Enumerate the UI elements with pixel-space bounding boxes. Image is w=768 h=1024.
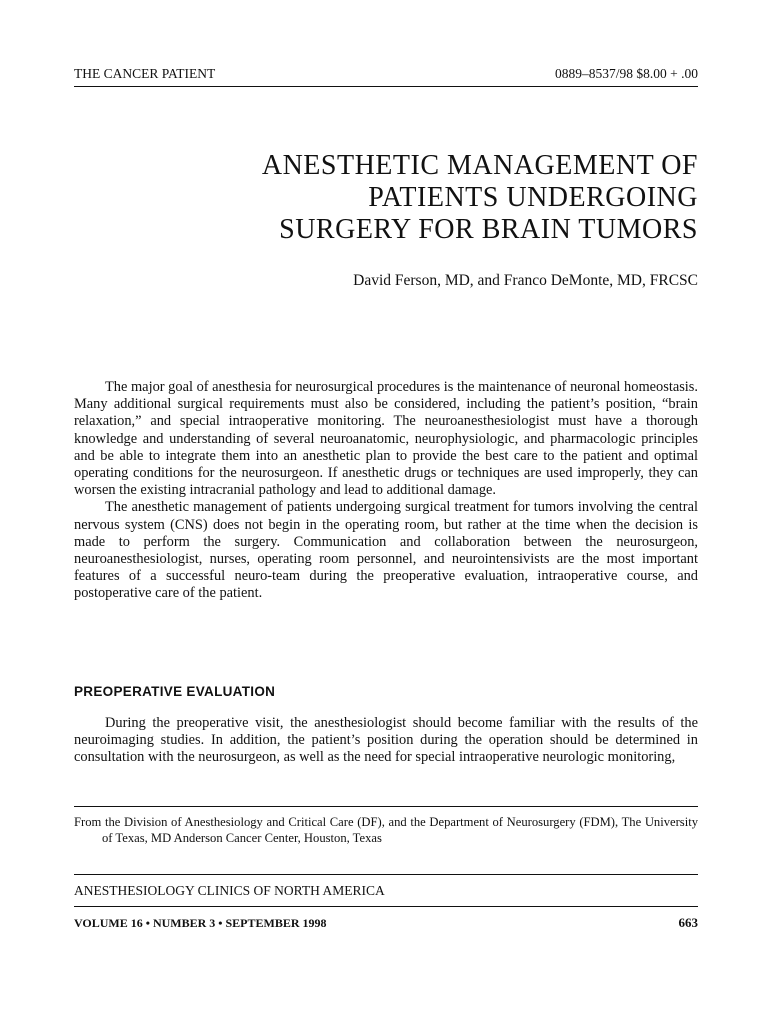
journal-page (74, 0, 698, 1024)
running-head (74, 62, 698, 82)
intro-paragraph-1: The major goal of anesthesia for neurosurgical procedures is the maintenance of neuronal homeostasis. Many additional surgical requirements must also be considered, including the patient’s position, “brain relaxation,” and special intraoperative monitoring. The neuroanesthesiologist must have a thorough knowledge and understanding of several neuroanatomic, neurophysiologic, and pharmacologic principles and be able to integrate them into an anesthetic plan to provide the best care to the patient and optimal operating conditions for the neurosurgeon. If anesthetic drugs or techniques are used improperly, they can worsen the existing intracranial pathology and lead to additional damage. (74, 379, 698, 499)
issue-line (74, 915, 698, 931)
journal-rule-top (74, 874, 698, 875)
section-heading: PREOPERATIVE EVALUATION (74, 684, 276, 699)
preop-paragraph: During the preoperative visit, the anesthesiologist should become familiar with the results of the neuroimaging studies. In addition, the patient’s position during the operation should be determined in consultation with the neurosurgeon, as well as the need for special intraoperative neurologic monitoring, (74, 715, 698, 766)
page-number: 663 (678, 915, 698, 930)
running-head-section: THE CANCER PATIENT (74, 66, 216, 81)
running-head-code: 0889–8537/98 $8.00 + .00 (555, 66, 698, 81)
affiliation-footnote: From the Division of Anesthesiology and Critical Care (DF), and the Department of Neurosurgery (FDM), The University of Texas, MD Anderson Cancer Center, Houston, Texas (74, 815, 698, 845)
journal-rule-bottom (74, 906, 698, 907)
intro-section (74, 379, 698, 603)
intro-paragraph-2: The anesthetic management of patients undergoing surgical treatment for tumors involving the central nervous system (CNS) does not begin in the operating room, but rather at the time when the decision is made to perform the surgery. Communication and collaboration between the neurosurgeon, neuroanesthesiologist, nurses, operating room personnel, and neurointensivists are the most important features of a successful neuro-team during the preoperative evaluation, intraoperative course, and postoperative care of the patient. (74, 499, 698, 602)
header-rule (74, 86, 698, 87)
title-line-3: SURGERY FOR BRAIN TUMORS (279, 214, 698, 245)
journal-name: ANESTHESIOLOGY CLINICS OF NORTH AMERICA (74, 883, 385, 898)
title-line-2: PATIENTS UNDERGOING (368, 182, 698, 213)
title-line-1: ANESTHETIC MANAGEMENT OF (261, 150, 698, 181)
article-authors: David Ferson, MD, and Franco DeMonte, MD, FRCSC (353, 272, 698, 289)
preop-section (74, 715, 698, 767)
article-title (98, 150, 698, 246)
footnote-rule (74, 806, 698, 807)
issue-info: VOLUME 16 • NUMBER 3 • SEPTEMBER 1998 (74, 916, 327, 930)
